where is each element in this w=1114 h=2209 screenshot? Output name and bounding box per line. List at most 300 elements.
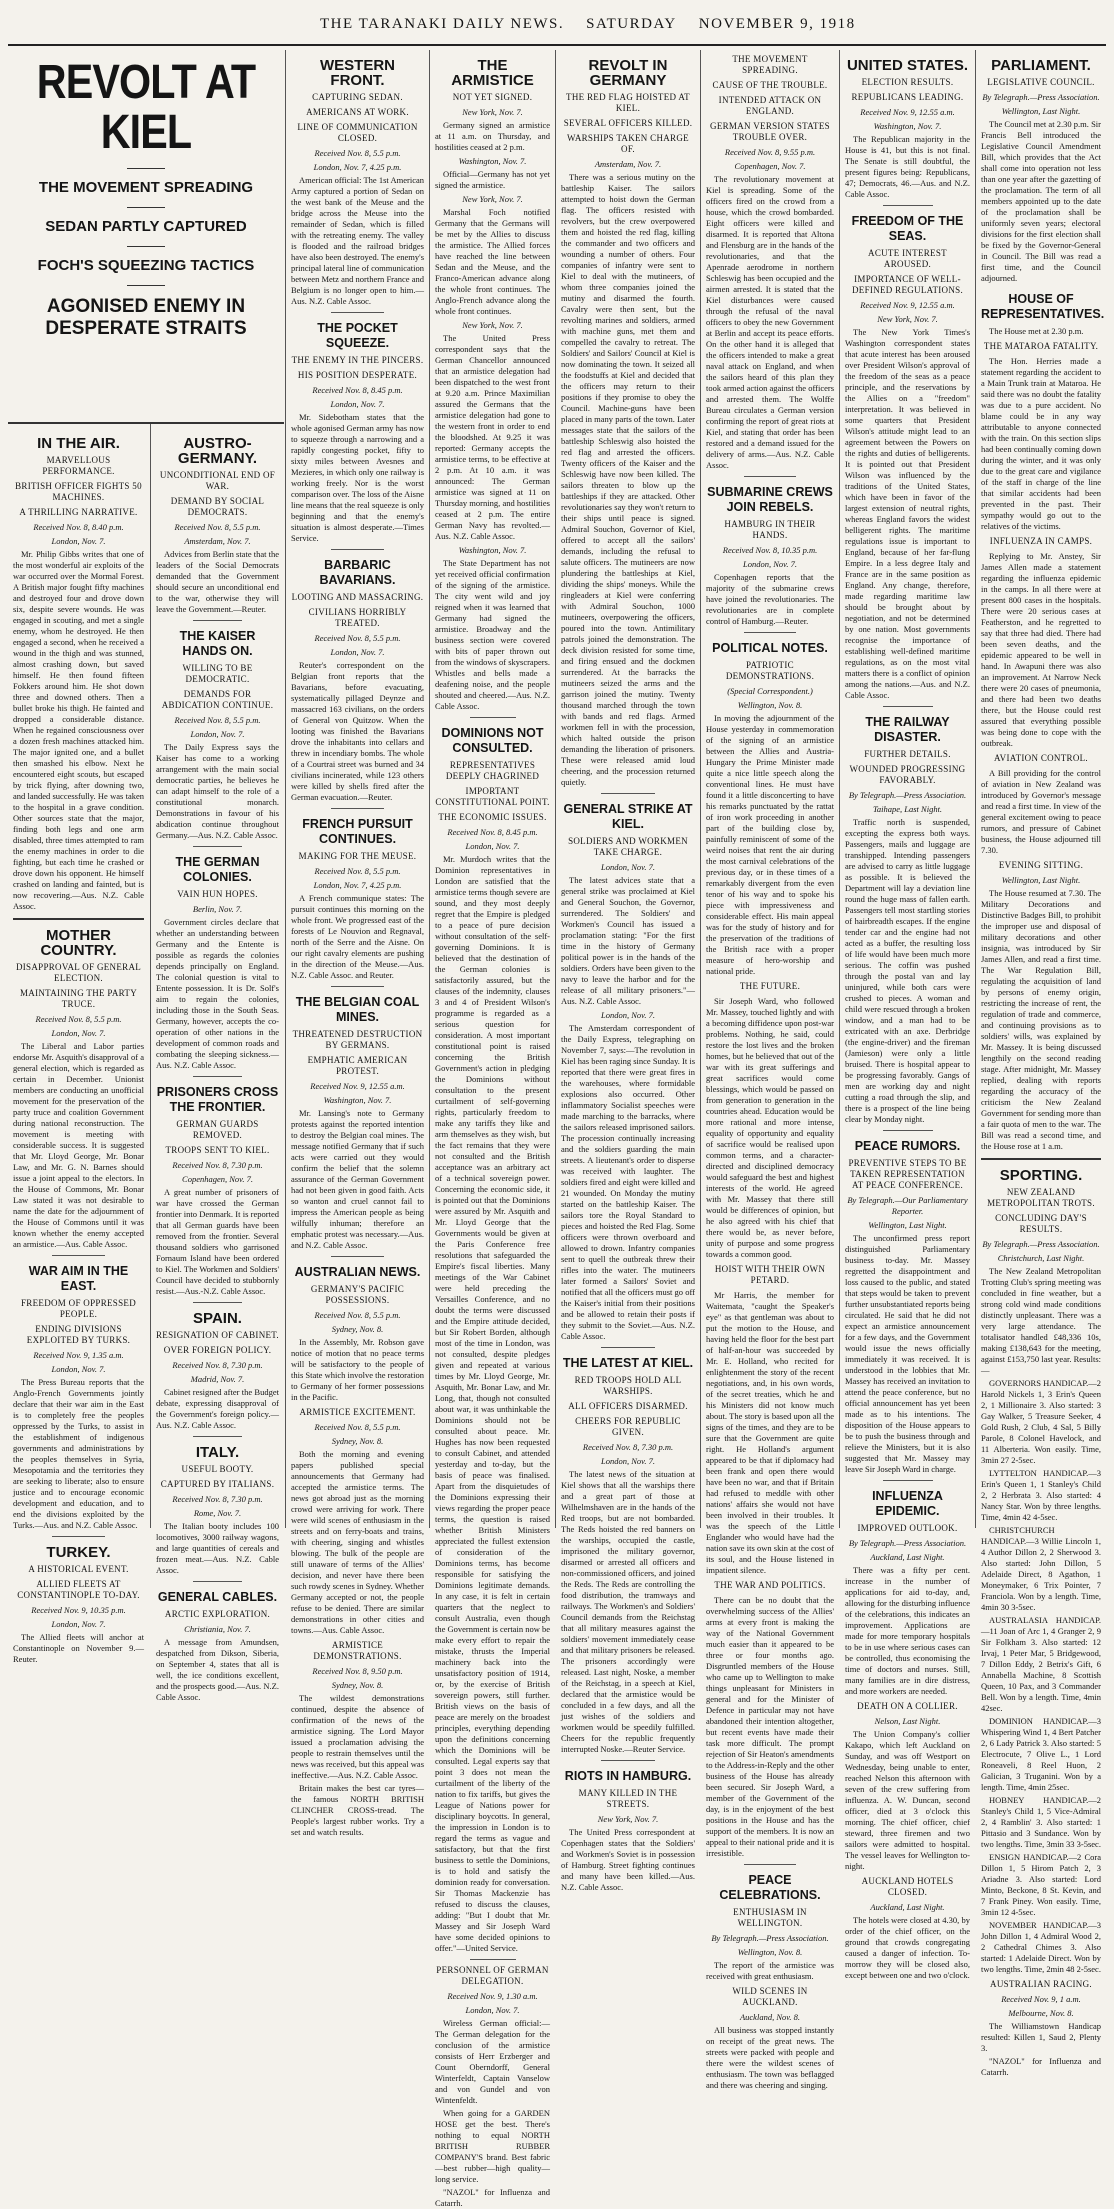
subheading: BRITISH OFFICER FIGHTS 50 MACHINES. — [15, 481, 142, 502]
race-result: NOVEMBER HANDICAP.—3 John Dillon 1, 4 Admiral Wood 2, 2 Cathedral Chimes 3. Also started: 1 Adelaide Direct. Won by two lengths. Time, 2min 48 2-5sec. — [981, 1920, 1101, 1974]
subheading: IMPROVED OUTLOOK. — [857, 1523, 958, 1533]
subheading: RESIGNATION OF CABINET. — [156, 1330, 279, 1340]
subheading: HOIST WITH THEIR OWN PETARD. — [714, 1264, 826, 1285]
section-heading: PRISONERS CROSS THE FRONTIER. — [156, 1085, 279, 1114]
subheading: PREVENTIVE STEPS TO BE TAKEN REPRESENTATION AT PEACE CONFERENCE. — [848, 1158, 967, 1190]
received-line: Received Nov. 8, 5.5 p.m. — [314, 148, 401, 158]
dateline: New York, Nov. 7. — [877, 314, 938, 324]
subheading: AMERICANS AT WORK. — [306, 107, 409, 117]
subheading: CAUSE OF THE TROUBLE. — [712, 80, 828, 90]
subheading: LEGISLATIVE COUNCIL. — [987, 77, 1095, 87]
column-2 — [151, 428, 284, 1702]
subheading: NOT YET SIGNED. — [452, 92, 533, 102]
subheading: EMPHATIC AMERICAN PROTEST. — [307, 1055, 408, 1076]
divider — [883, 706, 933, 707]
article-body: Government circles declare that whether an understanding between Germany and the Entente is possible as regards the colonies depends principally on England. The colonial question is vital to Entente possession. It is Dr. Solf's aim to regain the colonies, including those in the South Seas. Germany, however, accepts the co-operation of other nations in the development of common roads and combating the sleeping sickness.—Aus. N.Z. Cable Assoc. — [156, 917, 279, 1070]
dateline: London, Nov. 7. — [330, 399, 385, 409]
received-line: Received Nov. 8, 9.50 p.m. — [312, 1666, 403, 1676]
divider — [193, 846, 242, 847]
section-heading: THE BELGIAN COAL MINES. — [295, 995, 420, 1024]
section-heading: WAR AIM IN THE EAST. — [28, 1264, 129, 1293]
byline: By Telegraph.—Press Association. — [982, 1239, 1100, 1249]
dateline: Washington, Nov. 7. — [873, 121, 942, 131]
section-heading: AUSTRALIAN NEWS. — [294, 1265, 421, 1279]
subheading: WILLING TO BE DEMOCRATIC. — [182, 663, 253, 684]
received-line: Received Nov. 9, 12.55 a.m. — [860, 300, 955, 310]
dateline: London, Nov. 7. — [465, 841, 520, 851]
received-line: Received Nov. 8, 5.5 p.m. — [314, 1422, 401, 1432]
subheading: CIVILIANS HORRIBLY TREATED. — [308, 607, 407, 628]
subheading: CHEERS FOR REPUBLIC GIVEN. — [575, 1416, 681, 1437]
article-body: The latest advices state that a general strike was proclaimed at Kiel and General Souchon, the Governor, surrendered. The Soldiers' and Workmen's Council has issued a proclamation stating: "For the first time in the history of Germany political power is in the hands of the soldiers. Orders have been given to the navy to leave the harbor and for the release of all military prisoners."—Aus. N.Z. Cable Assoc. — [561, 875, 695, 1006]
subheading: MANY KILLED IN THE STREETS. — [578, 1788, 678, 1809]
subheading: GERMAN GUARDS REMOVED. — [176, 1119, 259, 1140]
subheading: HIS POSITION DESPERATE. — [297, 370, 418, 380]
section-heading: SPORTING. — [999, 1167, 1083, 1184]
divider — [127, 285, 165, 286]
dateline: London, Nov. 7. — [743, 559, 797, 569]
dateline: New York, Nov. 7. — [462, 320, 523, 330]
race-result: GOVERNORS HANDICAP.—2 Harold Nickels 1, 3 Erin's Queen 2, 1 Millionaire 3. Also started: 3 Gay Walker, 5 Treasure Seeker, 4 Gold Rush, 2 Club, 4 Sal, 5 Billy Parole, 8 Colonel Havelock, and 11 Alberteria. Won easily. Time, 3min 27 2-5sec. — [981, 1378, 1101, 1465]
received-line: Received Nov. 8, 5.5 p.m. — [174, 522, 261, 532]
article-body: The wildest demonstrations continued, despite the absence of confirmation of the news of the armistice signing. The Lord Mayor issued a proclamation advising the people to restrain themselves until the news was received, but this appeal was ineffective.—Aus. N.Z. Cable Assoc. — [291, 1693, 424, 1780]
subheading: TROOPS SENT TO KIEL. — [165, 1145, 270, 1155]
advertisement-text: "NAZOL" for Influenza and Catarrh. — [981, 2056, 1101, 2077]
article-body: The Daily Express says the Kaiser has come to a working arrangement with the main social democratic parties, he believes he can adapt himself to the role of a constitutional monarch. Demonstrations in favour of his abdication continue throughout Germany.—Aus. N.Z. Cable Assoc. — [156, 742, 279, 840]
divider — [193, 1302, 242, 1303]
divider — [601, 1760, 655, 1761]
received-line: Received Nov. 9, 12.55 a.m. — [310, 1081, 405, 1091]
dateline: Berlin, Nov. 7. — [192, 904, 243, 914]
section-heading: GENERAL CABLES. — [157, 1590, 278, 1604]
dateline: London, Nov. 7. — [465, 2005, 520, 2015]
section-heading: POLITICAL NOTES. — [712, 641, 828, 655]
article-body: The United Press correspondent at Copenhagen states that the Soldiers' and Workmen's Soviet is in possession of Hamburg. Street fighting continues and many have been killed.—Aus. N.Z. Cable Assoc. — [561, 1827, 695, 1892]
subheading: THE WAR AND POLITICS. — [714, 1580, 826, 1590]
section-heading: GENERAL STRIKE AT KIEL. — [563, 802, 693, 831]
lead-story-headline-block — [8, 50, 284, 422]
section-heading: RIOTS IN HAMBURG. — [564, 1769, 692, 1783]
received-line: Received Nov. 9, 1 a.m. — [1001, 1994, 1081, 2004]
article-body: Mr. Lansing's note to Germany protests against the reported intention to destroy the Belgian coal mines. The message notified Germany that if such acts were carried out they would confirm the belief that the solemn assurance of the German Government had not been given in good faith. Acts so wanton and cruel cannot fail to impress the American people as being wilfully inhuman; therefore an emphatic protest was necessary.—Aus. and N.Z. Cable Assoc. — [291, 1108, 424, 1250]
dateline: Rome, Nov. 7. — [193, 1508, 242, 1518]
received-line: Received Nov. 9, 1.35 a.m. — [33, 1350, 124, 1360]
subheading: IMPORTANT CONSTITUTIONAL POINT. — [435, 786, 550, 807]
lead-rule — [8, 422, 284, 424]
section-heading: ITALY. — [195, 1444, 240, 1461]
dateline: London, Nov. 7. — [51, 536, 106, 546]
subheading: MARVELLOUS PERFORMANCE. — [42, 455, 115, 476]
article-body: There was a serious mutiny on the battleship Kaiser. The sailors attempted to hoist down the German flag. The officers resisted with revolvers, but the crew overpowered them and hoisted the red flag, killing the commander and two officers and wounding a number of others. Four companies of infantry were sent to Kiel to deal with the mutineers, of whom three companies joined the mutiny and disarmed the fourth. Cavalry were then sent, but the revolting marines and soldiers, armed with machine guns, met them and compelled the cavalry to retreat. The Soldiers' and Sailors' Council at Kiel is now dominating the town. It seized all the foodstuffs at Kiel and decided that the officers may return to their positions if they promise to obey the Council. Machine-guns have been placed in many parts of the town. Later messages state that the sailors of the battleship Schleswig also hoisted the red flag and arrested the officers. Twenty officers of the Kaiser and the Schleswig have now been killed. The sailors threaten to blow up the battleships if they are attacked. Other revolutionaries say they won't return to their ships until peace is signed. Admiral Souchon, Governor of Kiel, offered to accept all the sailors' demands, including the refusal to salute officers. The mutineers are now plundering the battleships at Kiel, dividing the ships' moneys. While the ringleaders at Kiel were conferring with Admiral Souchon, 1000 mutineers, overpowering the officers, poured into the town. Antimilitary patrols joined the demonstration. The deck division resisted for some time, and firing ensued and the dockmen surrendered. At the barracks the mutineers seized the arms and the garrison joined the mutiny. Twenty thousand marched through the town with bands and red flags. Armed workmen fell in with the procession, which halted outside the prison demanding the liberation of prisoners. These were released amid loud cheering, and the procession returned quietly. — [561, 172, 695, 787]
subheading: MAINTAINING THE PARTY TRUCE. — [19, 988, 138, 1009]
subheading: WILD SCENES IN AUCKLAND. — [732, 1986, 808, 2007]
dateline: Auckland, Last Night. — [870, 1552, 945, 1562]
subheading: AUCKLAND HOTELS CLOSED. — [861, 1876, 954, 1897]
received-line: Received Nov. 8, 5.5 p.m. — [35, 1014, 122, 1024]
divider — [883, 1480, 933, 1481]
dateline: Auckland, Nov. 8. — [739, 2012, 801, 2022]
section-heading: REVOLT IN GERMANY — [588, 57, 668, 89]
byline: By Telegraph.—Press Association. — [982, 92, 1100, 102]
divider — [883, 205, 933, 206]
subheading: GERMANY'S PACIFIC POSSESSIONS. — [310, 1284, 405, 1305]
divider — [470, 717, 516, 718]
dateline: London, Nov. 7. — [51, 1364, 106, 1374]
section-heading: THE POCKET SQUEEZE. — [317, 321, 398, 350]
dateline: London, Nov. 7. — [330, 647, 385, 657]
article-body: A Bill providing for the control of aviation in New Zealand was introduced by Governor's message and read a first time. In view of the general excitement owing to peace rumors, and pressure of Cabinet business, the House adjourned till 7.30. — [981, 768, 1101, 855]
received-line: Received Nov. 8, 5.5 p.m. — [314, 1310, 401, 1320]
subheading: DISAPPROVAL OF GENERAL ELECTION. — [15, 962, 142, 983]
column-8 — [976, 50, 1106, 2077]
column-5 — [556, 50, 700, 1892]
race-result: LYTTELTON HANDICAP.—3 Erin's Queen 1, 1 Stanley's Child 2, 2 Herbrata 3. Also started: 4 Nancy Star. Won by three lengths. Time, 4min 42 4-5sec. — [981, 1468, 1101, 1522]
article-body: The Allied fleets will anchor at Constantinople on November 9.—Reuter. — [13, 1632, 144, 1664]
section-heading: WESTERN FRONT. — [320, 57, 395, 89]
race-result: HOBNEY HANDICAP.—2 Stanley's Child 1, 5 Vice-Admiral 2, 4 Ramblin' 3. Also started: 1 Pittasio and 3 Sundance. Won by two lengths. Time, 3min 33 3-5sec. — [981, 1795, 1101, 1849]
dateline: Wellington, Last Night. — [1001, 875, 1081, 885]
article-body: The Union Company's collier Kakapo, which left Auckland on Sunday, and was off Westport on Wednesday, being unable to enter, reached Nelson this afternoon with seven of the crew suffering from influenza. A. W. Duncan, second officer, died at 3 o'clock this morning. The chief officer, chief steward, three firemen and two sailors were admitted to hospital. The vessel leaves for Wellington to-night. — [845, 1729, 970, 1871]
section-heading: THE GERMAN COLONIES. — [175, 855, 260, 884]
subheading: WARSHIPS TAKEN CHARGE OF. — [567, 133, 689, 154]
dateline: Melbourne, Nov. 8. — [1008, 2008, 1074, 2018]
byline: By Telegraph.—Press Association. — [711, 1933, 829, 1943]
divider — [331, 808, 384, 809]
section-heading: FREEDOM OF THE SEAS. — [851, 214, 964, 243]
race-result: DOMINION HANDICAP.—3 Whispering Wind 1, 4 Bert Patcher 2, 6 Lady Patrick 3. Also started: 5 Electrocute, 7 Olive L., 1 Lord Roneaveli, 8 Reel Huon, 2 Galician, 3 Truganini. Won by a length. Time, 4min 25sec. — [981, 1716, 1101, 1792]
article-body: The Hon. Herries made a statement regarding the accident to a Main Trunk train at Mataroa. He said there was no doubt the fatality was due to a pure accident. No blame could be in any way attributable to anyone connected with the train. On this section slips had been continually coming down during the winter, and it was only due to the great care and vigilance of the staff in charge of the line that similar accidents had been prevented in the past. Their sympathy would go out to the relatives of the victims. — [981, 356, 1101, 531]
subheading: THE ECONOMIC ISSUES. — [438, 812, 547, 822]
subheading: AVIATION CONTROL. — [994, 753, 1088, 763]
article-body: The United Press correspondent says that the German Chancellor announced that an armistice delegation had been dispatched to the west front at 9.20 a.m. Prince Maximilian assured the Germans that the armistice delegation had gone to the western front in order to end the bloodshed. At 9.25 it was reported: Germany accepts the armistice terms, to be effective at 2 p.m. At 10 a.m. it was announced: The German armistice was signed at 11 on Thursday morning, and hostilities ceased at 2 p.m. The entire German Navy has revolted.—Aus. N.Z. Cable Assoc. — [435, 333, 550, 541]
dateline: London, Nov. 7. — [601, 1456, 655, 1466]
received-line: Received Nov. 8, 5.5 p.m. — [174, 715, 261, 725]
divider — [193, 1581, 242, 1582]
divider — [193, 1076, 242, 1077]
subheading: ARMISTICE DEMONSTRATIONS. — [313, 1640, 402, 1661]
section-heading: THE RAILWAY DISASTER. — [865, 715, 950, 744]
subheading: THE MATAROA FATALITY. — [983, 341, 1099, 351]
article-body: There can be no doubt that the overwhelming success of the Allies' arms at every front is making the way of the National Government much easier than it appeared to be three or four months ago. Disgruntled members of the House who came up to Wellington to make things unpleasant for Ministers in general and for the Minister of Defence in particular may not have abandoned their intention altogether, but recent events have made their task more difficult. The prompt rejection of Sir Heaton's amendments to the Address-in-Reply and the other business of the House has already been secured. Sir Joseph Ward, a member of the Government of the day, is in the enjoyment of the best positions in the House and has the support of the members. It is now an appeal to their national pride and it is irresistible. — [706, 1595, 834, 1858]
advertisement-text: Britain makes the best car tyres—the famous NORTH BRITISH CLINCHER CROSS-tread. The People's largest rubber works. Try a set and watch results. — [291, 1783, 424, 1837]
dateline: London, Nov. 7, 4.25 p.m. — [313, 162, 402, 172]
article-body: Marshal Foch notified Germany that the Germans will be met by the Allies to discuss the armistice. The Allied forces have reached the line between Sedan and the Meuse, and the Franco-American advance along the whole front continues. The Anglo-French advance along the whole front continues. — [435, 207, 550, 316]
subheading: FREEDOM OF OPPRESSED PEOPLE. — [20, 1298, 137, 1319]
dateline: Sydney, Nov. 8. — [331, 1436, 384, 1446]
subheading: RED TROOPS HOLD ALL WARSHIPS. — [574, 1375, 682, 1396]
article-body: The New Zealand Metropolitan Trotting Club's spring meeting was concluded in fine weather, but a strong cold wind made conditions distinctly unpleasant. There was a very large attendance. The totalisator handled £48,336 10s, making £138,643 for the meeting, against £153,750 last year. Results:— — [981, 1266, 1101, 1375]
subheading: UNCONDITIONAL END OF WAR. — [159, 470, 276, 491]
divider — [331, 986, 384, 987]
subheading: REPRESENTATIVES DEEPLY CHAGRINED — [445, 760, 540, 781]
dateline: Copenhagen, Nov. 7. — [182, 1174, 253, 1184]
dateline: New York, Nov. 7. — [462, 107, 523, 117]
byline: (Special Correspondent.) — [727, 686, 813, 696]
dateline: Sydney, Nov. 8. — [331, 1324, 384, 1334]
subheading: DEATH ON A COLLIER. — [857, 1701, 958, 1711]
article-body: Reuter's correspondent on the Belgian front reports that the Bavarians, before evacuating, systematically pillaged Deynze and massacred 163 civilians, on the orders of General von Quitzow. When the looting was finished the Bavarians drove the inhabitants into cellars and threw in incendiary bombs. The whole of a Courtrai street was burned and 34 civilians incinerated, while 123 others were killed by shells fired after the German evacuation.—Reuter. — [291, 660, 424, 802]
race-result: AUSTRALASIA HANDICAP.—11 Joan of Arc 1, 4 Granger 2, 9 Sir Folkham 3. Also started: 12 Irvaj, 1 Peter Mar, 5 Bridgewood, 7 Dillon Eddy, 2 Betrix's Gift, 6 Annabella Machine, 8 Scottish Queen, 10 Pax, and 3 Commander Bell. Won by a length. Time, 4min 42sec. — [981, 1615, 1101, 1713]
subheading: ELECTION RESULTS. — [861, 77, 954, 87]
subheading: ENTHUSIASM IN WELLINGTON. — [733, 1907, 807, 1928]
dateline: Christchurch, Last Night. — [997, 1253, 1085, 1263]
divider — [193, 1436, 242, 1437]
article-body: Wireless German official:—The German delegation for the conclusion of the armistice consists of Herr Erzberger and Count Oberndorff, General Winterfeldt, Captain Vanselow and von Gundel and von Wintenfeldt. — [435, 2018, 550, 2105]
subheading: SOLDIERS AND WORKMEN TAKE CHARGE. — [568, 836, 688, 857]
lead-deck: FOCH'S SQUEEZING TACTICS — [37, 257, 255, 274]
subheading: CAPTURED BY ITALIANS. — [160, 1479, 275, 1489]
section-heading: PARLIAMENT. — [991, 57, 1091, 74]
received-line: Received Nov. 8, 7.30 p.m. — [582, 1442, 674, 1452]
divider — [13, 918, 144, 920]
article-body: There was a fifty per cent. increase in the number of applications for aid to-day, and, allowing for the disturbing influence of the celebrations, this indicates an improvement. Applications are made for more temporary hospitals to be in use where serious cases can be controlled, thus economising the time of doctors and nurses. Still, many families are in dire distress, and more workers are needed. — [845, 1565, 970, 1696]
masthead-line — [320, 16, 878, 33]
article-body: The Williamstown Handicap resulted: Killen 1, Saud 2, Plenty 3. — [981, 2021, 1101, 2053]
divider — [744, 476, 795, 477]
divider — [470, 1959, 516, 1960]
section-heading: TURKEY. — [46, 1544, 111, 1561]
article-body: Mr. Murdoch writes that the Dominion representatives in London are satisfied that the armistice terms though severe are sound, and they most deeply regret that the Empire is pledged to a peace of pure decision without consultation of the self-governing Dominions. It is believed that the destination of the German colonies is satisfactorily assured, but the clauses of the indemnity, clauses 3 and 4 of President Wilson's programme is regarded as a serious question for consideration. A most important constitutional point is raised concerning the British Government's action in pledging the Dominions without consultation to the present curtailment of self-governing rights, particularly freedom to make any tariffs they like and arm themselves as they wish, but the fact remains that they were not consulted and the British acceptance was an arbitrary act of a technical sovereign power. Concerning the economic side, it is pointed out that the Dominions were assured by Mr. Asquith and Mr. Lloyd George that the Governments would be given at the Paris Conference free resolutions that safeguarded the Empire's fiscal liberties. Many meetings of the War Cabinet were held preceding the Versailles Conference, and no doubt the terms were discussed and the Empire attitude decided, but Sir Robert Borden, although most of the time in London, was not consulted, despite pledges given and repeated at various times by Mr. Lloyd George, Mr. Asquith, Mr. Bonar Law, and Mr. Long, that, though not consulted about war, it was unthinkable the Dominions should not be consulted about peace. Mr. Hughes has now been requested to consult Cabinet, and attended yesterday and to-day, but the basis of peace was finalised. Apart from the disquietudes of the Dominions expressing their views regarding the proper peace terms, the question is raised whether British Ministers appreciated the fullest extension of consideration of the Dominions terms, has become responsible for satisfying the Dominions legitimate demands. In any case, it is felt in certain quarters that the neglect to consult Australia, even though the Government is certain now be make every effort to repair the mistake, thrusts the Imperial machinery back into the unsatisfactory position of 1914, or, by the exercise of British sovereign powers, still further. British views on the basis of peace are merely on the broadest principles, everything depending upon the definitions concerning which the Dominions will be consulted. Legal experts say that point 3 does not mean the curtailment of the liberty of the nation to fix tariffs, but gives the League of Nations power for disciplinary boycotts. In general, the impression in London is to regard the terms as vague and satisfactory, but that the first business to settle the Dominions, is to hold and satisfy the dominion ready for conversation. Sir Thomas Mackenzie has refused to discuss the clauses, adding: "But I doubt that Mr. Massey and Sir Joseph Ward have some decided opinions to offer."—United Service. — [435, 854, 550, 1953]
article-body: Advices from Berlin state that the leaders of the Social Democrats demanded that the Government should secure an unconditional end to the war, otherwise they will leave the Government.—Reuter. — [156, 549, 279, 614]
subheading: PERSONNEL OF GERMAN DELEGATION. — [436, 1965, 549, 1986]
subheading: DEMANDS FOR ABDICATION CONTINUE. — [161, 689, 274, 710]
subheading: ALLIED FLEETS AT CONSTANTINOPLE TO-DAY. — [17, 1579, 140, 1600]
article-body: Replying to Mr. Anstey, Sir James Allen made a statement regarding the influenza epidemic in the camps. In all there were at present 800 cases in the hospitals. There were 20 serious cases at Featherston, and he regretted to say that three had died. There had been seven deaths, and the epidemic appeared to be well in hand. In Awapuni there was also an improvement. At Narrow Neck there were 20 cases of pneumonia, and there had been two deaths there, but the House could rest assured that everything possible was being done to cope with the outbreak. — [981, 551, 1101, 748]
subheading: VAIN HUN HOPES. — [177, 889, 258, 899]
received-line: Received Nov. 8, 7.30 p.m. — [172, 1360, 263, 1370]
lead-deck: THE MOVEMENT SPREADING — [38, 179, 254, 196]
dateline: Taihape, Last Night. — [872, 804, 943, 814]
dateline: Sydney, Nov. 8. — [331, 1680, 384, 1690]
subheading: INTENDED ATTACK ON ENGLAND. — [718, 95, 822, 116]
article-body: The House met at 2.30 p.m. — [989, 326, 1084, 336]
subheading: A HISTORICAL EVENT. — [28, 1564, 129, 1574]
subheading: FURTHER DETAILS. — [864, 749, 951, 759]
advertisement-text: "NAZOL" for Influenza and Catarrh. — [435, 2187, 550, 2208]
dateline: London, Nov. 7, 4.25 p.m. — [313, 880, 402, 890]
article-body: A message from Amundsen, despatched from Dikson, Siberia, on September 4, states that all is well, the ice conditions excellent, and the prospects good.—Aus. N.Z. Cable Assoc. — [156, 1637, 279, 1702]
article-body: A great number of prisoners of war have crossed the German frontier into Denmark. It is reported that all German guards have been removed from the frontier. Several thousand soldiers who garrisoned Fornaum Island have been ordered to Kiel. The Workmen and Soldiers' Council have decided to stubbornly resist.—Aus.-N.Z. Cable Assoc. — [156, 1187, 279, 1296]
received-line: Received Nov. 8, 8.40 p.m. — [33, 522, 124, 532]
dateline: London, Nov. 7. — [51, 1028, 106, 1038]
article-body: In the Assembly, Mr. Robson gave notice of motion that no peace terms will be satisfactory to the people of this State which involve the restoration to Germany of her former possessions in the Pacific. — [291, 1337, 424, 1402]
race-result: ENSIGN HANDICAP.—2 Cora Dillon 1, 5 Hirom Patch 2, 3 Ariadne 3. Also started: Lord Minto, Beckone, 8 St. Kevin, and 7 Frank Piney. Won easily. Time, 3min 12 4-5sec. — [981, 1852, 1101, 1917]
dateline: Washington, Nov. 7. — [458, 545, 527, 555]
dateline: Wellington, Nov. 8. — [737, 700, 803, 710]
dateline: Washington, Nov. 7. — [458, 156, 527, 166]
subheading: DEMAND BY SOCIAL DEMOCRATS. — [170, 496, 265, 517]
subheading: THE FUTURE. — [739, 981, 801, 991]
article-body: Official—Germany has not yet signed the armistice. — [435, 169, 550, 190]
section-heading: PEACE RUMORS. — [854, 1139, 961, 1153]
dateline: New York, Nov. 7. — [597, 1814, 659, 1824]
column-1 — [8, 428, 149, 1664]
article-body: The Liberal and Labor parties endorse Mr. Asquith's disapproval of a general election, which is regarded as certain in December. Unionist members are conducting an unofficial movement for the preservation of the party truce and coalition Government during national reconstruction. The movement is meeting with considerable success. It is suggested that Mr. Lloyd George, Mr. Bonar Law, and Mr. G. N. Barnes should issue a joint appeal to the electors. In the House of Commons, Mr. Bonar Law stated it was not desirable to name the date for the adjournment of the House of Commons until it was known whether the enemy accepted an armistice.—Aus. Cable Assoc. — [13, 1041, 144, 1249]
divider — [52, 1255, 104, 1256]
received-line: Received Nov. 8, 5.5 p.m. — [314, 633, 401, 643]
subheading: ACUTE INTEREST AROUSED. — [868, 248, 947, 269]
article-body: The Council met at 2.30 p.m. Sir Francis Bell introduced the Legislative Council Amendment Bill, which provides that the Act shall come into operation not less than one year after the gazetting of the proclamation. The term of all members appointed up to the date of the proclamation shall be uniformly seven years; electoral divisions for the first election shall be fixed by the Governor-General in Council. The Bill was read a first time, and the Council adjourned. — [981, 119, 1101, 283]
dateline: Wellington, Nov. 8. — [737, 1947, 803, 1957]
masthead-date: NOVEMBER 9, 1918 — [698, 16, 856, 32]
received-line: Received Nov. 8, 7.30 p.m. — [172, 1494, 263, 1504]
column-3 — [286, 50, 429, 1837]
masthead-day: SATURDAY — [586, 16, 677, 32]
section-heading: IN THE AIR. — [37, 435, 120, 452]
subheading: ALL OFFICERS DISARMED. — [568, 1401, 688, 1411]
section-heading: FRENCH PURSUIT CONTINUES. — [302, 817, 413, 846]
subheading: EVENING SITTING. — [998, 860, 1084, 870]
section-heading: INFLUENZA EPIDEMIC. — [872, 1489, 943, 1518]
article-body: Cabinet resigned after the Budget debate, expressing disapproval of the Government's foreign policy.—Aus. N.Z. Cable Assoc. — [156, 1387, 279, 1430]
divider — [127, 246, 165, 247]
subheading: USEFUL BOOTY. — [181, 1464, 254, 1474]
subheading: NEW ZEALAND METROPOLITAN TROTS. — [987, 1187, 1095, 1208]
section-heading: THE ARMISTICE — [451, 57, 534, 89]
divider — [52, 1536, 104, 1537]
dateline: London, Nov. 7. — [601, 862, 655, 872]
race-result: CHRISTCHURCH HANDICAP.—3 Willie Lincoln 1, 4 Author Dillon 2, 2 Sherwood 3. Also started: John Dillon, 5 Adelaide Direct, 8 Agathon, 1 Moneymaker, 6 Trix Pointer, 7 Franciola. Won by a length. Time, 4min 30 3-5sec. — [981, 1525, 1101, 1612]
dateline: Wellington, Last Night. — [868, 1220, 947, 1230]
subheading: ARMISTICE EXCITEMENT. — [299, 1407, 416, 1417]
article-body: The New York Times's Washington correspondent states that acute interest has been aroused over President Wilson's approval of the freedom of the seas as a peace principle, and the reservations by the Allies on a "freedom" interpretation. It was believed in some quarters that President Wilson's attitude might lead to an agreement between the Powers on the rights and duties of belligerents. It is pointed out that President Wilson was influenced by the traditions of the United States, which have been in favor of the largest extension of neutral rights, whereas England favors the widest belligerent rights. The maritime regulations issue is important to England, because of her far-flung Empire. In a less degree Italy and France are in the same position as England. Any change, therefore, made regarding maritime law should be brought about by negotiation, and not be determined by one nation. Most governments recognise the importance of establishing well-defined maritime regulations, as on the most vital matters there is a conflict of opinion among the nations.—Aus. and N.Z. Cable Assoc. — [845, 327, 970, 700]
article-body: A French communique states: The pursuit continues this morning on the whole front. We progressed east of the forests of Le Nouvion and Regnaval, north of the Serre and the Aisne. On our right cavalry elements are pushing in the direction of the Meuse.—Aus. N.Z. Cable Assoc. and Reuter. — [291, 893, 424, 980]
subheading: A THRILLING NARRATIVE. — [19, 507, 138, 517]
received-line: Received Nov. 8, 10.35 p.m. — [722, 545, 818, 555]
subheading: HAMBURG IN THEIR HANDS. — [724, 519, 816, 540]
subheading: OVER FOREIGN POLICY. — [163, 1345, 272, 1355]
received-line: Received Nov. 9, 1.30 a.m. — [447, 1991, 538, 2001]
subheading: THE RED FLAG HOISTED AT KIEL. — [566, 92, 690, 113]
subheading: INFLUENZA IN CAMPS. — [989, 536, 1093, 546]
article-body: Copenhagen reports that the majority of the submarine crews have joined the revolutionaries. The revolutionaries are in complete control of Hamburg.—Reuter. — [706, 572, 834, 626]
article-body: The revolutionary movement at Kiel is spreading. Some of the officers fired on the crowd from a house, which the crowd bombarded. Eight officers were killed and disarmed. It is reported that Altona and Flensburg are in the hands of the revolutionaries, and that the Apenrade aerodrome in northern Schleswig has been occupied and the airmen arrested. It is stated that the Kiel disturbances were caused through the refusal of the naval officers to obey the new Government at Berlin and accept its peace efforts. On the other hand it is alleged that the officers intended to make a great naval attack on England, and when the sailors heard of this plan they took armed action against the officers and arrested them. The Wolffe Bureau circulates a German version confirming the report of great riots at Kiel, and stating that order has been restored and a demand issued for the delivery of arms.—Aus. N.Z. Cable Assoc. — [706, 174, 835, 470]
article-body: The Press Bureau reports that the Anglo-French Governments jointly declare that their war aim in the East is to completely free the peoples oppressed by the Turks, to assist in the establishment of indigenous governments and administrations by the peoples themselves in Syria, Mesopotamia and the territories they are seeking to liberate; also to ensure justice and to encourage economic development and education, and to end the divisions exploited by the Turks.—Aus. and N.Z. Cable Assoc. — [13, 1377, 144, 1530]
dateline: Nelson, Last Night. — [874, 1716, 941, 1726]
masthead — [0, 0, 1114, 42]
subheading: SEVERAL OFFICERS KILLED. — [563, 118, 693, 128]
lead-headline: REVOLT AT KIEL — [36, 56, 256, 159]
divider — [744, 632, 795, 633]
dateline: London, Nov. 7. — [601, 1010, 655, 1020]
subheading: AUSTRALIAN RACING. — [990, 1979, 1092, 1989]
section-heading: AUSTRO-GERMANY. — [177, 435, 258, 467]
article-body: In moving the adjournment of the House yesterday in commemoration of the signing of an armistice between the Allies and Austria-Hungary the Prime Minister made quite a nice little speech along the conventional lines. He must have found it a little disconcerting to have his remarks punctuated by the rattat of iron work proceeding in another part of the building close by, painfully reminiscent of some of the weird noises that rent the air during the most carnival celebrations of the previous day, or in these times of a remarkably divergent from the even tenor of his way and to spoke his piece with impressiveness and considerable effect. His main appeal was for the study of history and for the preservation of the traditions of the British race with a proper measure of hero-worship and national pride. — [706, 713, 834, 976]
section-heading: SPAIN. — [193, 1310, 242, 1327]
article-body: Germany signed an armistice at 11 a.m. on Thursday, and hostilities ceased at 2 p.m. — [435, 120, 550, 152]
article-body: The Republican majority in the House is 41, but this is not final. The Senate is still doubtful, the present figures being: Republicans, 47; Democrats, 46.—Aus. and N.Z. Cable Assoc. — [845, 134, 970, 199]
subheading: THE MOVEMENT SPREADING. — [732, 54, 808, 75]
subheading: WOUNDED PROGRESSING FAVORABLY. — [849, 764, 966, 785]
subheading: LOOTING AND MASSACRING. — [291, 592, 424, 602]
lead-deck: AGONISED ENEMY IN DESPERATE STRAITS — [45, 296, 247, 339]
divider — [127, 207, 165, 208]
dateline: Washington, Nov. 7. — [323, 1095, 392, 1105]
divider — [193, 620, 242, 621]
dateline: Amsterdam, Nov. 7. — [594, 159, 662, 169]
article-body: The House resumed at 7.30. The Military Decorations and Distinctive Badges Bill, to prohibit the improper use and disposal of military decorations and other insignia, was introduced by Sir James Allen, and read a first time. The War Regulation Bill, regulating the acquisition of land by persons of enemy origin, restricting the increase of rent, the regulation of trade and commerce, and continuing provisions as to soldiers' wills, was explained by Mr. Massey. It is being discussed lengthily on the second reading stage. After midnight, Mr. Massey replied, dealing with reports regarding the accuracy of the criticism the New Zealand Government for sending more than a fair quota of men to the war. The Bill was read a second time, and the House rose at 1 a.m. — [981, 888, 1101, 1151]
divider — [331, 312, 384, 313]
dateline: Amsterdam, Nov. 7. — [184, 536, 251, 546]
subheading: REPUBLICANS LEADING. — [851, 92, 964, 102]
dateline: London, Nov. 7. — [51, 1619, 106, 1629]
received-line: Received Nov. 9, 12.55 a.m. — [860, 107, 955, 117]
dateline: New York, Nov. 7. — [462, 194, 523, 204]
received-line: Received Nov. 8, 8.45 p.m. — [447, 827, 538, 837]
subheading: ENDING DIVISIONS EXPLOITED BY TURKS. — [26, 1324, 131, 1345]
article-body: The hotels were closed at 4.30, by order of the chief officer, on the ground that crowds congregating caused a danger of infection. To-morrow they will be closed also, except between one and two o'clock. — [845, 1915, 970, 1980]
divider — [331, 1256, 384, 1257]
article-body: Mr. Sidebotham states that the whole agonised German army has now to squeeze through a narrowing and a rapidly congesting pocket, fifty to sixty miles between Avesnes and Mezieres, in which only one railway is working freely. Nor is the worst comparison over. The loss of the Aisne line means that the real squeeze is only beginning and that the enemy's situation is almost desperate.—Times Service. — [291, 412, 424, 543]
dateline: Auckland, Last Night. — [870, 1902, 945, 1912]
article-body: Mr. Philip Gibbs writes that one of the most wonderful air exploits of the war occurred over the Mormal Forest. A British major fought fifty machines and destroyed four and drove down six, despite severe wounds. He was engaged in scouting, and met a single enemy, whom he destroyed. He then engaged a second, when he received a wound in the thigh and was stunned, almost crashing down, but saved himself. He then found fifteen Fokkers around him. He shot down three and downed others. Then a bullet broke his thigh. He fainted and dropped a considerable distance. When he regained consciousness over a dozen fresh machines attacked him. The major ignited one, and a bullet then smashed his elbow. Next he encountered eight scouts, but escaped by trick flying, after downing two, and landed successfully. He was taken to the hospital in a grave condition. Other sources state that the major, finding both legs and one arm disabled, three times attempted to ram the enemy machines in order to die fighting, but each time he crashed or drove down his opponent. He himself crashed on landing and fainted, but is now recovering.—Aus. N.Z. Cable Assoc. — [13, 549, 144, 911]
article-body: The State Department has not yet received official confirmation of the signing of the armistice. The city went wild and joy reigned when it was learned that Germany had signed the armistice. Broadway and the business section were covered with bits of paper thrown out from the windows of skyscrapers. Whistles and bells made a deafening noise, and the people shouted and cheered.—Aus. N.Z. Cable Assoc. — [435, 558, 550, 711]
article-body: The latest news of the situation at Kiel shows that all the warships there and a great part of those at Wilhelmshaven are in the hands of the Red troops, but are not bombarded. The Reds hoisted the red banners on the warships, occupied the castle, imprisoned the military governor, disarmed or arrested all officers and non-commissioned officers, and joined the Reds. The Reds are controlling the food distribution, the tramways and railways. The Workmen's and Soldiers' Council demands from the Reichstag that all military measures against the soldiers' movement immediately cease and that military prisoners be released. The prisoners accordingly were released. Last night, Noske, a member of the Reichstag, in a speech at Kiel, declared that the armistice would be concluded in a few days, and all the just wishes of the soldiers and workmen would be speedily fulfilled. Cheers for the republic frequently interrupted Noske.—Reuter Service. — [561, 1469, 695, 1754]
article-body: The Amsterdam correspondent of the Daily Express, telegraphing on November 7, says:—The revolution in Kiel has been raging since Sunday. It is reported that there were great fires in the warehouses, where formidable explosions also occurred. Other inflammatory Socialist speeches were made marching to the barracks, where the sailors released imprisoned sailors. The procession continually increasing and the soldiers guarding the main streets. A lieutenant's order to disperse was received with laughter. The soldiers fired and eight were killed and 21 wounded. On Monday the mutiny started on the battleship Kaiser. The sailors tore the Royal Standard to pieces and hoisted the Red Flag. Some officers were thrown overboard and allowed to drown. Infantry companies sent to quell the outbreak threw their rifles into the water. The mutineers later formed a Sailors' Soviet and notified that all the officers must go off the Kaiser's initial from their positions and be allowed to retain their posts if they submit to the Soviet.—Aus. N.Z. Cable Assoc. — [561, 1023, 695, 1341]
section-heading: THE LATEST AT KIEL. — [562, 1356, 694, 1370]
divider — [883, 1130, 933, 1131]
column-6 — [701, 50, 839, 2090]
section-heading: PEACE CELEBRATIONS. — [719, 1873, 821, 1902]
column-7 — [840, 50, 975, 1980]
dateline: Christiania, Nov. 7. — [184, 1624, 251, 1634]
advertisement-text: When going for a GARDEN HOSE get the best. There's nothing to equal NORTH BRITISH RUBBER COMPANY'S brand. Best fabric—best rubber—high quality—long service. — [435, 2108, 550, 2184]
section-heading: SUBMARINE CREWS JOIN REBELS. — [707, 485, 833, 514]
article-body: The Italian booty includes 100 locomotives, 3000 railway wagons, and large quantities of cereals and frozen meat.—Aus. N.Z. Cable Assoc. — [156, 1521, 279, 1575]
section-heading: UNITED STATES. — [846, 57, 969, 74]
article-body: The report of the armistice was received with great enthusiasm. — [706, 1960, 834, 1981]
divider — [601, 793, 655, 794]
newspaper-title: THE TARANAKI DAILY NEWS. — [320, 16, 565, 32]
section-heading: THE KAISER HANDS ON. — [179, 629, 256, 658]
subheading: CONCLUDING DAY'S RESULTS. — [995, 1213, 1087, 1234]
article-body: All business was stopped instantly on receipt of the great news. The streets were packed with people and there were the wildest scenes of enthusiasm. The town was beflagged and there was cheering and singing. — [706, 2025, 834, 2090]
subheading: LINE OF COMMUNICATION CLOSED. — [297, 122, 418, 143]
article-body: Sir Joseph Ward, who followed Mr. Massey, touched lightly and with a becoming diffidence upon post-war problems. Nothing, he said, could restore the lost lives and the broken homes, but he believed that out of the war with its great sufferings and great sacrifices would come blessings, which would be passed on from generation to generation in the countries ahead. Education would be more rational and more intense, equality of opportunity and equality of sacrifice would be realised upon common terms, and a character-directed and disciplined democracy would safeguard the best and highest interests of the world. He agreed with Mr. Massey that there still would be differences of opinion, but he also agreed with his chief that there would be, as never before, unity of purpose and some progress towards a common good. — [706, 996, 834, 1259]
lead-deck: SEDAN PARTLY CAPTURED — [45, 218, 247, 235]
dateline: Copenhagen, Nov. 7. — [734, 161, 806, 171]
received-line: Received Nov. 8, 9.55 p.m. — [724, 147, 816, 157]
divider — [331, 549, 384, 550]
dateline: Wellington, Last Night. — [1001, 106, 1081, 116]
subheading: PATRIOTIC DEMONSTRATIONS. — [725, 660, 815, 681]
byline: By Telegraph.—Our Parliamentary Reporter. — [847, 1195, 968, 1216]
subheading: GERMAN VERSION STATES TROUBLE OVER. — [710, 121, 830, 142]
subheading: CAPTURING SEDAN. — [312, 92, 403, 102]
dateline: Madrid, Nov. 7. — [190, 1374, 245, 1384]
dateline: London, Nov. 7. — [190, 729, 245, 739]
article-body: Traffic north is suspended, excepting the express both ways. Passengers, mails and luggage are transhipped. Intending passengers are advised to carry as little luggage as possible. It is believed the Department will lay a deviation line round the huge mass of fallen earth. Passengers tell most startling stories of hairbreadth escapes. If the engine tender car and the engine had not acted as a buffer, the resulting loss of life would have been much more serious. The coffin was pushed through the postal van and lay uninjured, while both cars were crushed to pieces. A woman and child were rescued through a broken window, and a man had to be extricated with an axe. Derbridge (the engine-driver) and the fireman (Jamieson) were only a little bruised. There is hospital appear to be progressing favorably. Gangs of men are working day and night cutting a road through the slip, and there is a prospect of the line being clear by Monday night. — [845, 817, 970, 1124]
section-heading: HOUSE OF REPRESENTATIVES. — [981, 292, 1105, 321]
article-body: American official: The 1st American Army captured a portion of Sedan on the west bank of the Meuse and the bridge across the Meuse into the remainder of Sedan, which is filled with the retreating enemy. The valley is flooded and the railroad bridges have also been destroyed. The enemy's principal lateral line of communication between Metz and northern France and Belgium is no longer open to him.—Aus. N.Z. Cable Assoc. — [291, 175, 424, 306]
received-line: Received Nov. 8, 7.30 p.m. — [172, 1160, 263, 1170]
divider — [127, 168, 165, 169]
subheading: THE ENEMY IN THE PINCERS. — [291, 355, 424, 365]
received-line: Received Nov. 8, 5.5 p.m. — [314, 866, 401, 876]
subheading: MAKING FOR THE MEUSE. — [298, 851, 417, 861]
divider — [601, 1347, 655, 1348]
section-heading: BARBARIC BAVARIANS. — [319, 558, 396, 587]
subheading: THREATENED DESTRUCTION BY GERMANS. — [292, 1029, 423, 1050]
article-body: Mr Harris, the member for Waitemata, "caught the Speaker's eye" as that gentleman was about to put the motion to the House, and having held the floor for the best part of half-an-hour was succeeded by Mr. E. Holland, who recited for enlightenment the story of the recent negotiations, and, in his own words, of the secret treaties, which he and his Ministers did not know much about. The story is based upon all the signs of the times, and they are to be sure that the Government are quite right. He Holland's argument appeared to be that if diplomacy had been frank and open there would have been no war, and that if Britain had refused to meddle with other nations' affairs she would not have been involved in their troubles. It was the speech of the Little Englander who would have had the nation save its own skin at the cost of its soul, and the House listened in impatient silence. — [706, 1290, 834, 1575]
byline: By Telegraph.—Press Association. — [848, 1538, 967, 1548]
subheading: ARCTIC EXPLORATION. — [164, 1609, 271, 1619]
divider — [981, 1158, 1101, 1160]
received-line: Received Nov. 9, 10.35 p.m. — [31, 1605, 126, 1615]
masthead-rule — [8, 44, 1106, 46]
section-heading: MOTHER COUNTRY. — [40, 927, 117, 959]
divider — [744, 1864, 795, 1865]
